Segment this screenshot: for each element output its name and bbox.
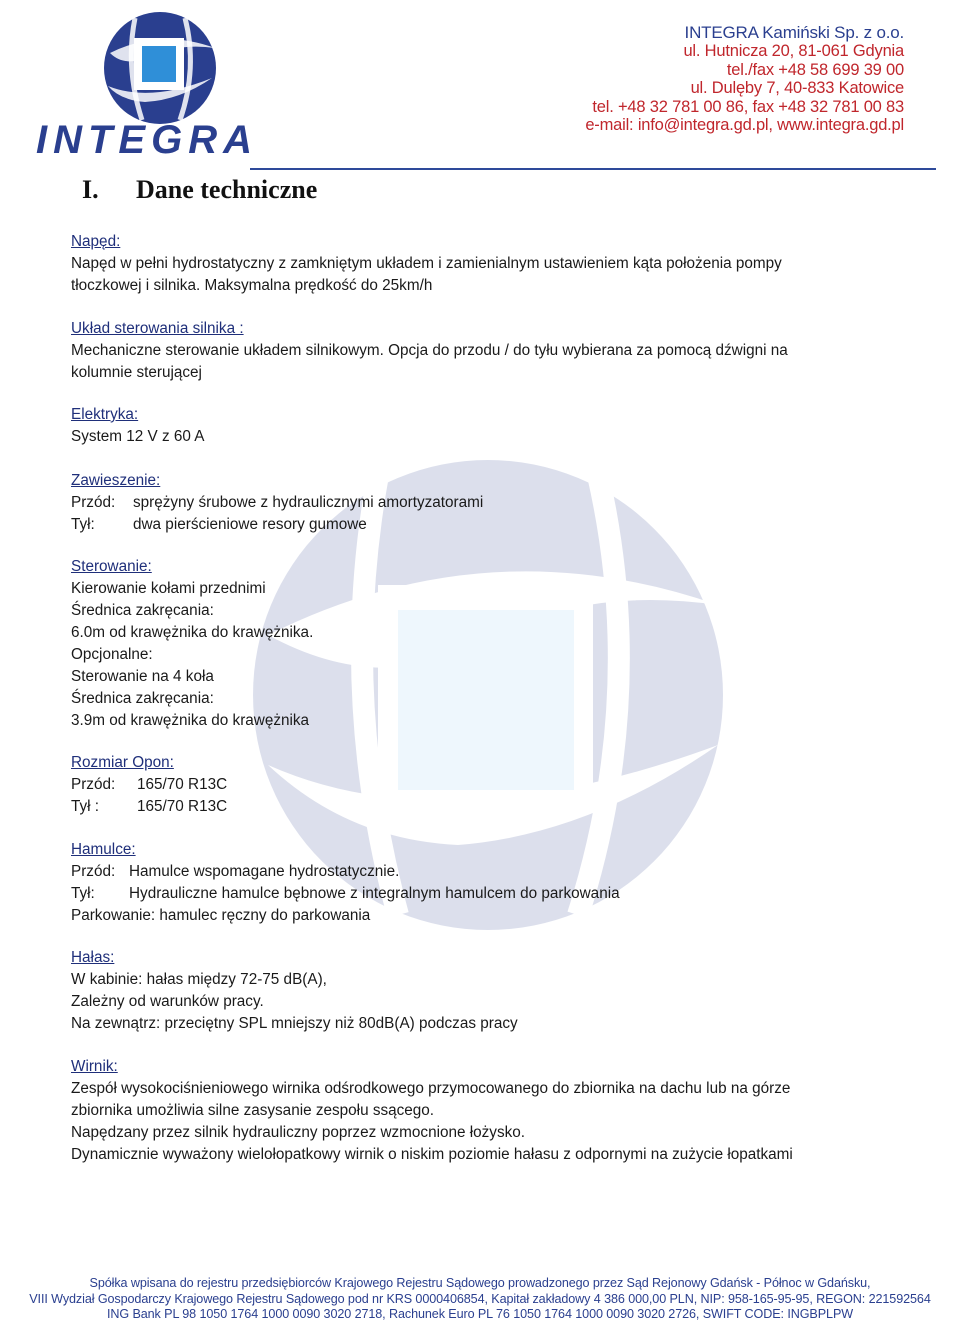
text-line: System 12 V z 60 A bbox=[71, 428, 205, 445]
section-zawieszenie bbox=[71, 470, 483, 536]
text-line: Zespół wysokociśnieniowego wirnika odśrodkowego przymocowanego do zbiornika na dachu lub na górze bbox=[71, 1080, 791, 1097]
text-line: kolumnie sterującej bbox=[71, 364, 202, 381]
text-line: Na zewnątrz: przeciętny SPL mniejszy niż 80dB(A) podczas pracy bbox=[71, 1015, 518, 1032]
text-line: tłoczkowej i silnika. Maksymalna prędkość do 25km/h bbox=[71, 277, 433, 294]
row-value: sprężyny śrubowe z hydraulicznymi amortyzatorami bbox=[133, 494, 484, 511]
spec-row-front bbox=[71, 492, 483, 514]
row-label: Przód: bbox=[71, 863, 116, 880]
section-naped bbox=[71, 231, 782, 297]
text-line: Dynamicznie wyważony wielołopatkowy wirnik o niskim poziomie hałasu z odpornymi na zużycie łopatkami bbox=[71, 1146, 793, 1163]
section-heading: Sterowanie: bbox=[71, 558, 152, 575]
row-value: 165/70 R13C bbox=[137, 776, 228, 793]
section-sterowanie bbox=[71, 556, 313, 732]
spec-row-rear bbox=[71, 883, 620, 905]
row-label: Tył: bbox=[71, 885, 95, 902]
company-name: INTEGRA Kamiński Sp. z o.o. bbox=[684, 23, 904, 42]
section-heading: Hałas: bbox=[71, 949, 115, 966]
section-heading: Zawieszenie: bbox=[71, 472, 161, 489]
spec-row-front bbox=[71, 861, 620, 883]
header-divider bbox=[250, 168, 936, 170]
row-label: Przód: bbox=[71, 494, 116, 511]
spec-row-front bbox=[71, 774, 227, 796]
logo-wordmark: INTEGRA bbox=[36, 118, 258, 158]
text-line: Średnica zakręcania: bbox=[71, 690, 214, 707]
company-phone-gdynia: tel./fax +48 58 699 39 00 bbox=[726, 60, 904, 79]
section-wirnik bbox=[71, 1056, 793, 1166]
footer-bank-accounts: ING Bank PL 98 1050 1764 1000 0090 3020 2718, Rachunek Euro PL 76 1050 1764 1000 0090 3020 2726, SWIFT CODE: INGBPLPW bbox=[106, 1307, 854, 1322]
section-halas bbox=[71, 947, 518, 1035]
page-footer bbox=[0, 1276, 960, 1323]
row-label: Tył: bbox=[71, 516, 95, 533]
text-line: 6.0m od krawężnika do krawężnika. bbox=[71, 624, 314, 641]
row-label: Tył : bbox=[71, 798, 100, 815]
section-heading: Rozmiar Opon: bbox=[71, 754, 174, 771]
text-line: zbiornika umożliwia silne zasysanie zespołu ssącego. bbox=[71, 1102, 435, 1119]
globe-logo-icon bbox=[104, 12, 216, 124]
section-rozmiar-opon bbox=[71, 752, 227, 818]
section-heading: Układ sterowania silnika : bbox=[71, 320, 244, 337]
section-title: Dane techniczne bbox=[136, 175, 318, 204]
text-line: Zależny od warunków pracy. bbox=[71, 993, 264, 1010]
page-header bbox=[0, 0, 960, 175]
row-label: Przód: bbox=[71, 776, 116, 793]
footer-krs-nip: VIII Wydział Gospodarczy Krajowego Rejestru Sądowego pod nr KRS 0000406854, Kapitał zakładowy 4 386 000,00 PLN, NIP: 958-165-95-95, REGON: 221592564 bbox=[29, 1291, 931, 1306]
company-address-gdynia: ul. Hutnicza 20, 81-061 Gdynia bbox=[683, 42, 904, 61]
section-uklad-sterowania bbox=[71, 318, 788, 384]
section-heading: Wirnik: bbox=[71, 1058, 118, 1075]
text-line: Napęd w pełni hydrostatyczny z zamkniętym układem i zamienialnym ustawieniem kąta położenia pompy bbox=[71, 255, 782, 272]
company-phone-katowice: tel. +48 32 781 00 86, fax +48 32 781 00 83 bbox=[592, 97, 904, 116]
text-line: 3.9m od krawężnika do krawężnika bbox=[71, 712, 310, 729]
text-line: Opcjonalne: bbox=[71, 646, 153, 663]
text-line: Mechaniczne sterowanie układem silnikowym. Opcja do przodu / do tyłu wybierana za pomocą dźwigni na bbox=[71, 342, 788, 359]
footer-registration: Spółka wpisana do rejestru przedsiębiorców Krajowego Rejestru Sądowego prowadzonego przez Sąd Rejonowy Gdańsk - Północ w Gdańsku, bbox=[89, 1276, 871, 1290]
spec-row-rear bbox=[71, 796, 227, 818]
text-line: Napędzany przez silnik hydrauliczny poprzez wzmocnione łożysko. bbox=[71, 1124, 526, 1141]
text-line: Parkowanie: hamulec ręczny do parkowania bbox=[71, 907, 371, 924]
section-elektryka bbox=[71, 404, 205, 448]
company-address-katowice: ul. Dulęby 7, 40-833 Katowice bbox=[690, 79, 904, 98]
text-line: Kierowanie kołami przednimi bbox=[71, 580, 266, 597]
section-heading: Elektryka: bbox=[71, 406, 139, 423]
text-line: W kabinie: hałas między 72-75 dB(A), bbox=[71, 971, 327, 988]
section-heading: Napęd: bbox=[71, 233, 121, 250]
section-hamulce bbox=[71, 839, 620, 927]
text-line: Średnica zakręcania: bbox=[71, 602, 214, 619]
row-value: 165/70 R13C bbox=[137, 798, 228, 815]
row-value: dwa pierścieniowe resory gumowe bbox=[133, 516, 367, 533]
section-heading: Hamulce: bbox=[71, 841, 136, 858]
spec-row-rear bbox=[71, 514, 483, 536]
integra-logo bbox=[30, 8, 310, 158]
company-email-web: e-mail: info@integra.gd.pl, www.integra.gd.pl bbox=[585, 116, 904, 135]
row-value: Hamulce wspomagane hydrostatycznie. bbox=[129, 863, 400, 880]
section-number: I. bbox=[82, 175, 99, 204]
row-value: Hydrauliczne hamulce bębnowe z integralnym hamulcem do parkowania bbox=[129, 885, 620, 902]
page-title bbox=[82, 175, 317, 205]
text-line: Sterowanie na 4 koła bbox=[71, 668, 214, 685]
company-contact-block bbox=[585, 24, 904, 134]
